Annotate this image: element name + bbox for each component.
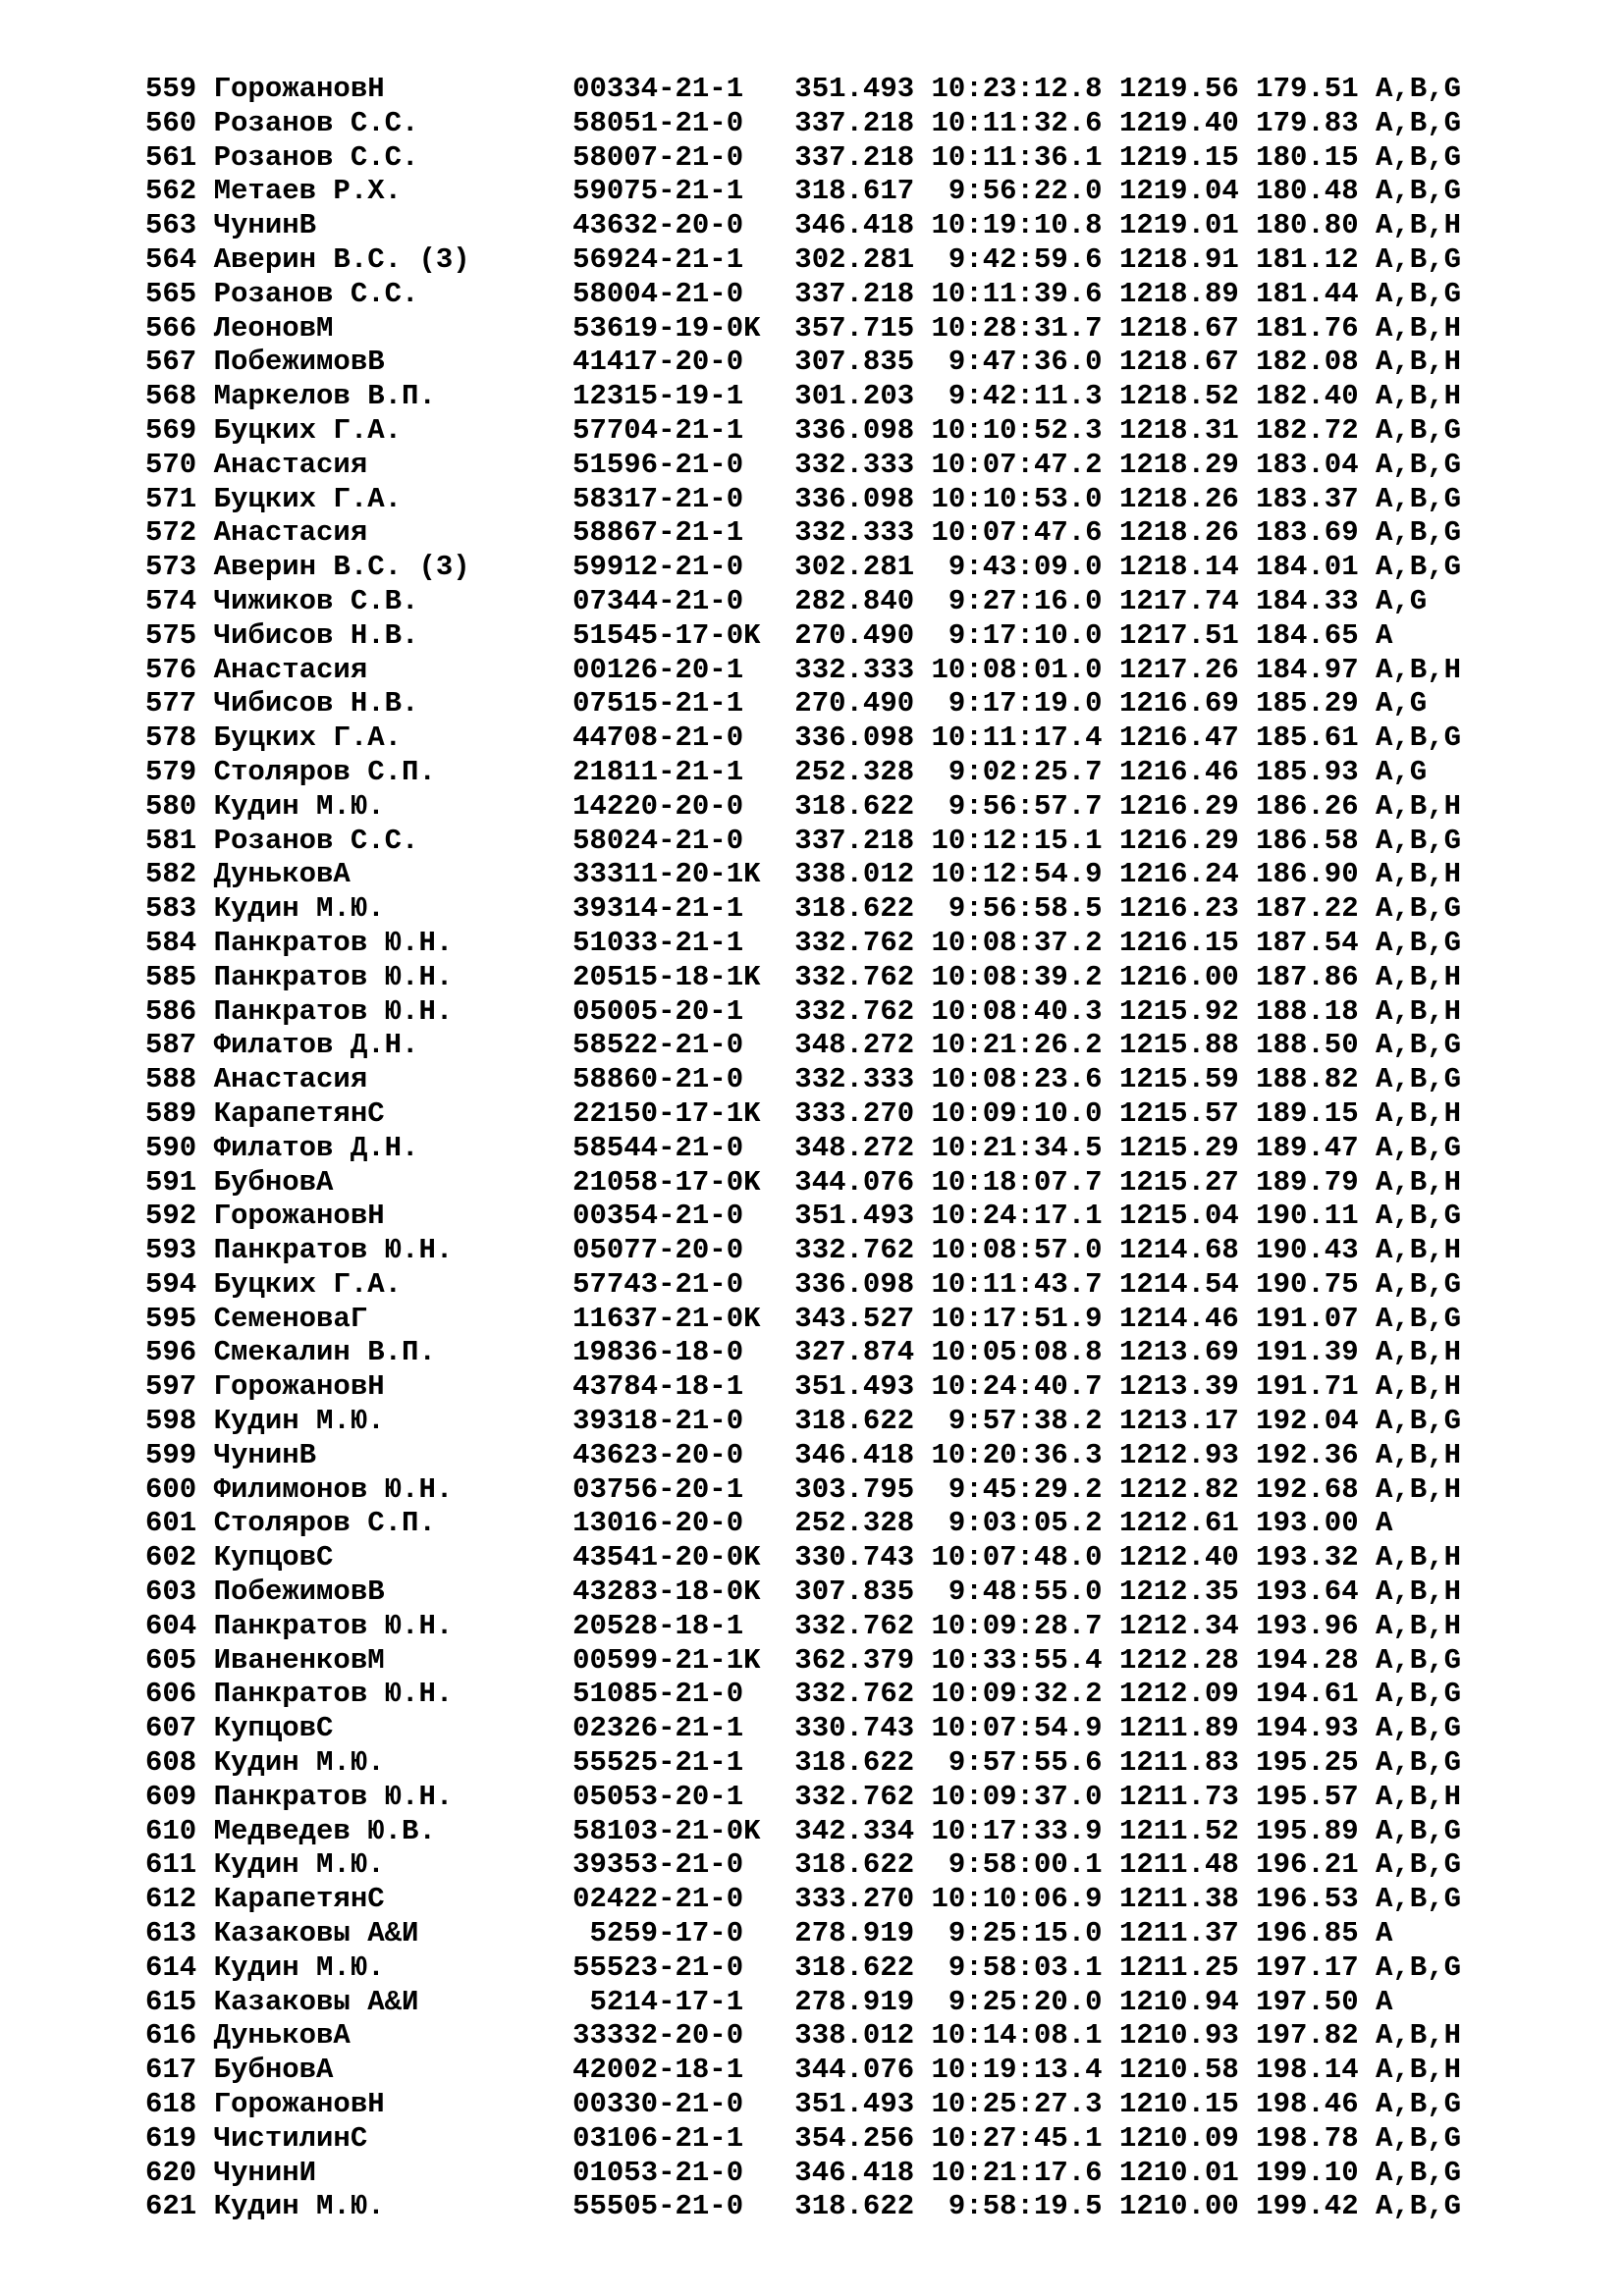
table-row: 618 ГорожановН 00330-21-0 351.493 10:25:27.3 1210.15 198.46 A,B,G: [145, 2088, 1462, 2121]
table-row: 599 ЧунинВ 43623-20-0 346.418 10:20:36.3 1212.93 192.36 A,B,H: [145, 1438, 1462, 1471]
table-row: 576 Анастасия 00126-20-1 332.333 10:08:01.0 1217.26 184.97 A,B,H: [145, 653, 1462, 686]
table-row: 601 Столяров С.П. 13016-20-0 252.328 9:03:05.2 1212.61 193.00 A: [145, 1507, 1393, 1540]
table-row: 582 ДуньковА 33311-20-1K 338.012 10:12:54.9 1216.24 186.90 A,B,H: [145, 858, 1462, 891]
table-row: 575 Чибисов Н.В. 51545-17-0K 270.490 9:17:10.0 1217.51 184.65 A: [145, 618, 1393, 652]
table-row: 595 СеменоваГ 11637-21-0K 343.527 10:17:51.9 1214.46 191.07 A,B,G: [145, 1302, 1462, 1335]
table-row: 581 Розанов С.С. 58024-21-0 337.218 10:12:15.1 1216.29 186.58 A,B,G: [145, 824, 1462, 857]
table-row: 561 Розанов С.С. 58007-21-0 337.218 10:11:36.1 1219.15 180.15 A,B,G: [145, 140, 1462, 174]
table-row: 591 БубновА 21058-17-0K 344.076 10:18:07.7 1215.27 189.79 A,B,H: [145, 1165, 1462, 1199]
table-row: 598 Кудин М.Ю. 39318-21-0 318.622 9:57:38.2 1213.17 192.04 A,B,G: [145, 1405, 1462, 1438]
table-row: 577 Чибисов Н.В. 07515-21-1 270.490 9:17:19.0 1216.69 185.29 A,G: [145, 687, 1428, 721]
table-row: 603 ПобежимовВ 43283-18-0K 307.835 9:48:55.0 1212.35 193.64 A,B,H: [145, 1575, 1462, 1609]
table-row: 617 БубновА 42002-18-1 344.076 10:19:13.4 1210.58 198.14 A,B,H: [145, 2054, 1462, 2087]
table-row: 614 Кудин М.Ю. 55523-21-0 318.622 9:58:03.1 1211.25 197.17 A,B,G: [145, 1950, 1462, 1984]
table-row: 612 КарапетянС 02422-21-0 333.270 10:10:06.9 1211.38 196.53 A,B,G: [145, 1883, 1462, 1916]
table-row: 560 Розанов С.С. 58051-21-0 337.218 10:11:32.6 1219.40 179.83 A,B,G: [145, 106, 1462, 139]
table-row: 613 Казаковы А&И 5259-17-0 278.919 9:25:15.0 1211.37 196.85 A: [145, 1917, 1393, 1950]
table-row: 606 Панкратов Ю.Н. 51085-21-0 332.762 10:09:32.2 1212.09 194.61 A,B,G: [145, 1678, 1462, 1711]
table-row: 571 Буцких Г.А. 58317-21-0 336.098 10:10:53.0 1218.26 183.37 A,B,G: [145, 482, 1462, 515]
table-row: 592 ГорожановН 00354-21-0 351.493 10:24:17.1 1215.04 190.11 A,B,G: [145, 1200, 1462, 1233]
table-row: 566 ЛеоновМ 53619-19-0K 357.715 10:28:31.7 1218.67 181.76 A,B,H: [145, 311, 1462, 345]
table-row: 615 Казаковы А&И 5214-17-1 278.919 9:25:20.0 1210.94 197.50 A: [145, 1985, 1393, 2018]
table-row: 611 Кудин М.Ю. 39353-21-0 318.622 9:58:00.1 1211.48 196.21 A,B,G: [145, 1848, 1462, 1882]
table-row: 567 ПобежимовВ 41417-20-0 307.835 9:47:36.0 1218.67 182.08 A,B,H: [145, 346, 1462, 379]
table-row: 597 ГорожановН 43784-18-1 351.493 10:24:40.7 1213.39 191.71 A,B,H: [145, 1370, 1462, 1404]
table-row: 586 Панкратов Ю.Н. 05005-20-1 332.762 10:08:40.3 1215.92 188.18 A,B,H: [145, 994, 1462, 1028]
table-row: 583 Кудин М.Ю. 39314-21-1 318.622 9:56:58.5 1216.23 187.22 A,B,G: [145, 892, 1462, 926]
table-row: 572 Анастасия 58867-21-1 332.333 10:07:47.6 1218.26 183.69 A,B,G: [145, 516, 1462, 550]
table-row: 563 ЧунинВ 43632-20-0 346.418 10:19:10.8 1219.01 180.80 A,B,H: [145, 209, 1462, 242]
table-row: 570 Анастасия 51596-21-0 332.333 10:07:47.2 1218.29 183.04 A,B,G: [145, 448, 1462, 481]
table-row: 578 Буцких Г.А. 44708-21-0 336.098 10:11:17.4 1216.47 185.61 A,B,G: [145, 721, 1462, 755]
table-row: 579 Столяров С.П. 21811-21-1 252.328 9:02:25.7 1216.46 185.93 A,G: [145, 755, 1428, 788]
table-row: 584 Панкратов Ю.Н. 51033-21-1 332.762 10:08:37.2 1216.15 187.54 A,B,G: [145, 926, 1462, 959]
table-row: 609 Панкратов Ю.Н. 05053-20-1 332.762 10:09:37.0 1211.73 195.57 A,B,H: [145, 1780, 1462, 1813]
table-row: 562 Метаев Р.Х. 59075-21-1 318.617 9:56:22.0 1219.04 180.48 A,B,G: [145, 175, 1462, 208]
table-row: 559 ГорожановН 00334-21-1 351.493 10:23:12.8 1219.56 179.51 A,B,G: [145, 73, 1462, 105]
table-row: 593 Панкратов Ю.Н. 05077-20-0 332.762 10:08:57.0 1214.68 190.43 A,B,H: [145, 1234, 1462, 1267]
table-row: 589 КарапетянС 22150-17-1K 333.270 10:09:10.0 1215.57 189.15 A,B,H: [145, 1096, 1462, 1130]
table-row: 616 ДуньковА 33332-20-0 338.012 10:14:08.1 1210.93 197.82 A,B,H: [145, 2019, 1462, 2053]
table-row: 608 Кудин М.Ю. 55525-21-1 318.622 9:57:55.6 1211.83 195.25 A,B,G: [145, 1746, 1462, 1780]
table-row: 590 Филатов Д.Н. 58544-21-0 348.272 10:21:34.5 1215.29 189.47 A,B,G: [145, 1131, 1462, 1164]
table-row: 565 Розанов С.С. 58004-21-0 337.218 10:11:39.6 1218.89 181.44 A,B,G: [145, 277, 1462, 310]
table-row: 588 Анастасия 58860-21-0 332.333 10:08:23.6 1215.59 188.82 A,B,G: [145, 1063, 1462, 1096]
table-row: 602 КупцовС 43541-20-0K 330.743 10:07:48.0 1212.40 193.32 A,B,H: [145, 1541, 1462, 1575]
table-row: 587 Филатов Д.Н. 58522-21-0 348.272 10:21:26.2 1215.88 188.50 A,B,G: [145, 1029, 1462, 1062]
table-row: 596 Смекалин В.П. 19836-18-0 327.874 10:05:08.8 1213.69 191.39 A,B,H: [145, 1336, 1462, 1369]
table-row: 600 Филимонов Ю.Н. 03756-20-1 303.795 9:45:29.2 1212.82 192.68 A,B,H: [145, 1472, 1462, 1506]
table-row: 564 Аверин В.С. (3) 56924-21-1 302.281 9:42:59.6 1218.91 181.12 A,B,G: [145, 242, 1462, 276]
table-row: 604 Панкратов Ю.Н. 20528-18-1 332.762 10:09:28.7 1212.34 193.96 A,B,H: [145, 1609, 1462, 1642]
table-row: 569 Буцких Г.А. 57704-21-1 336.098 10:10:52.3 1218.31 182.72 A,B,G: [145, 413, 1462, 447]
table-row: 568 Маркелов В.П. 12315-19-1 301.203 9:42:11.3 1218.52 182.40 A,B,H: [145, 380, 1462, 413]
table-row: 574 Чижиков С.В. 07344-21-0 282.840 9:27:16.0 1217.74 184.33 A,G: [145, 584, 1428, 617]
table-row: 610 Медведев Ю.В. 58103-21-0K 342.334 10:17:33.9 1211.52 195.89 A,B,G: [145, 1814, 1462, 1847]
table-row: 607 КупцовС 02326-21-1 330.743 10:07:54.9 1211.89 194.93 A,B,G: [145, 1712, 1462, 1745]
table-row: 621 Кудин М.Ю. 55505-21-0 318.622 9:58:19.5 1210.00 199.42 A,B,G: [145, 2190, 1462, 2223]
table-row: 573 Аверин В.С. (3) 59912-21-0 302.281 9:43:09.0 1218.14 184.01 A,B,G: [145, 551, 1462, 584]
table-row: 619 ЧистилинС 03106-21-1 354.256 10:27:45.1 1210.09 198.78 A,B,G: [145, 2121, 1462, 2155]
results-list: [145, 73, 1461, 2224]
table-row: 585 Панкратов Ю.Н. 20515-18-1K 332.762 10:08:39.2 1216.00 187.86 A,B,H: [145, 960, 1462, 993]
table-row: 580 Кудин М.Ю. 14220-20-0 318.622 9:56:57.7 1216.29 186.26 A,B,H: [145, 789, 1462, 823]
table-row: 594 Буцких Г.А. 57743-21-0 336.098 10:11:43.7 1214.54 190.75 A,B,G: [145, 1267, 1462, 1301]
table-row: 605 ИваненковМ 00599-21-1K 362.379 10:33:55.4 1212.28 194.28 A,B,G: [145, 1643, 1462, 1677]
table-row: 620 ЧунинИ 01053-21-0 346.418 10:21:17.6 1210.01 199.10 A,B,G: [145, 2156, 1462, 2189]
